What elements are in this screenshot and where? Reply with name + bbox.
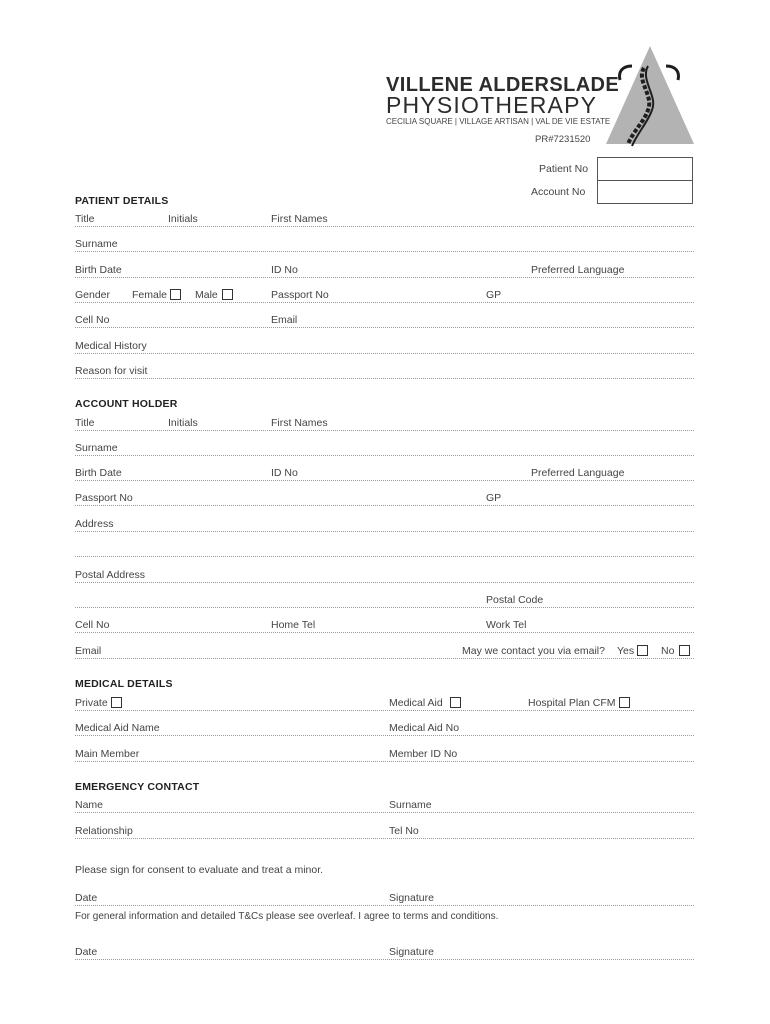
practice-address: CECILIA SQUARE | VILLAGE ARTISAN | VAL DE VIE ESTATE xyxy=(386,117,611,126)
address-line-2[interactable] xyxy=(75,556,694,557)
patient-cell-label: Cell No xyxy=(75,314,110,326)
account-name-line[interactable] xyxy=(75,430,694,431)
postal-address-label: Postal Address xyxy=(75,569,146,581)
patient-details-heading: PATIENT DETAILS xyxy=(75,195,169,207)
account-birth-date-label: Birth Date xyxy=(75,467,122,479)
medical-aid-checkbox[interactable] xyxy=(450,697,461,708)
consent-date-label: Date xyxy=(75,892,98,904)
contact-yes-label: Yes xyxy=(617,645,635,657)
patient-title-label: Title xyxy=(75,213,95,225)
account-email-label: Email xyxy=(75,645,102,657)
male-label: Male xyxy=(195,289,218,301)
emergency-name-line[interactable] xyxy=(75,812,694,813)
consent-signature-line[interactable] xyxy=(75,905,694,906)
relationship-label: Relationship xyxy=(75,825,133,837)
reason-for-visit-line[interactable] xyxy=(75,378,694,379)
account-initials-label: Initials xyxy=(168,417,198,429)
patient-initials-label: Initials xyxy=(168,213,198,225)
patient-first-names-label: First Names xyxy=(271,213,328,225)
account-email-line[interactable] xyxy=(75,658,694,659)
medical-aid-label: Medical Aid xyxy=(389,697,443,709)
spine-logo-icon xyxy=(604,44,696,150)
private-checkbox[interactable] xyxy=(111,697,122,708)
medical-type-line[interactable] xyxy=(75,710,694,711)
private-label: Private xyxy=(75,697,108,709)
hospital-plan-checkbox[interactable] xyxy=(619,697,630,708)
brand-name: VILLENE ALDERSLADE xyxy=(386,74,620,96)
patient-no-field[interactable] xyxy=(597,157,693,181)
female-checkbox[interactable] xyxy=(170,289,181,300)
contact-yes-checkbox[interactable] xyxy=(637,645,648,656)
account-surname-line[interactable] xyxy=(75,455,694,456)
medical-details-heading: MEDICAL DETAILS xyxy=(75,678,173,690)
address-label: Address xyxy=(75,518,114,530)
account-surname-label: Surname xyxy=(75,442,118,454)
patient-contact-line[interactable] xyxy=(75,327,694,328)
account-preferred-language-label: Preferred Language xyxy=(531,467,625,479)
emergency-contact-heading: EMERGENCY CONTACT xyxy=(75,781,200,793)
terms-text: For general information and detailed T&Cs please see overleaf. I agree to terms and conditions. xyxy=(75,911,499,922)
patient-surname-label: Surname xyxy=(75,238,118,250)
postal-address-line-2[interactable] xyxy=(75,607,694,608)
account-no-label: Account No xyxy=(531,186,586,198)
account-cell-label: Cell No xyxy=(75,619,110,631)
medical-aid-line[interactable] xyxy=(75,735,694,736)
emergency-surname-label: Surname xyxy=(389,799,432,811)
address-line-1[interactable] xyxy=(75,531,694,532)
emergency-tel-label: Tel No xyxy=(389,825,419,837)
account-id-no-label: ID No xyxy=(271,467,298,479)
emergency-relationship-line[interactable] xyxy=(75,838,694,839)
patient-gp-label: GP xyxy=(486,289,502,301)
patient-gender-line[interactable] xyxy=(75,302,694,303)
account-passport-label: Passport No xyxy=(75,492,133,504)
contact-email-question: May we contact you via email? xyxy=(462,645,605,657)
work-tel-label: Work Tel xyxy=(486,619,527,631)
patient-email-label: Email xyxy=(271,314,298,326)
patient-id-no-label: ID No xyxy=(271,264,298,276)
account-first-names-label: First Names xyxy=(271,417,328,429)
account-birth-line[interactable] xyxy=(75,480,694,481)
minor-consent-text: Please sign for consent to evaluate and treat a minor. xyxy=(75,864,324,876)
terms-date-label: Date xyxy=(75,946,98,958)
patient-name-line[interactable] xyxy=(75,226,694,227)
male-checkbox[interactable] xyxy=(222,289,233,300)
terms-signature-label: Signature xyxy=(389,946,434,958)
main-member-label: Main Member xyxy=(75,748,140,760)
contact-no-checkbox[interactable] xyxy=(679,645,690,656)
account-no-field[interactable] xyxy=(597,180,693,204)
brand-subtitle: PHYSIOTHERAPY xyxy=(386,92,598,118)
account-title-label: Title xyxy=(75,417,95,429)
postal-code-label: Postal Code xyxy=(486,594,544,606)
patient-surname-line[interactable] xyxy=(75,251,694,252)
patient-gender-label: Gender xyxy=(75,289,111,301)
account-phone-line[interactable] xyxy=(75,632,694,633)
patient-birth-line[interactable] xyxy=(75,277,694,278)
medical-aid-name-label: Medical Aid Name xyxy=(75,722,160,734)
account-gp-label: GP xyxy=(486,492,502,504)
member-id-label: Member ID No xyxy=(389,748,458,760)
medical-history-label: Medical History xyxy=(75,340,147,352)
medical-aid-no-label: Medical Aid No xyxy=(389,722,460,734)
reason-for-visit-label: Reason for visit xyxy=(75,365,148,377)
patient-no-label: Patient No xyxy=(539,163,589,175)
emergency-name-label: Name xyxy=(75,799,104,811)
patient-passport-label: Passport No xyxy=(271,289,329,301)
terms-signature-line[interactable] xyxy=(75,959,694,960)
home-tel-label: Home Tel xyxy=(271,619,316,631)
consent-signature-label: Signature xyxy=(389,892,434,904)
practice-number: PR#7231520 xyxy=(535,134,591,145)
account-holder-heading: ACCOUNT HOLDER xyxy=(75,398,178,410)
member-line[interactable] xyxy=(75,761,694,762)
account-passport-line[interactable] xyxy=(75,505,694,506)
patient-birth-date-label: Birth Date xyxy=(75,264,122,276)
contact-no-label: No xyxy=(661,645,675,657)
patient-preferred-language-label: Preferred Language xyxy=(531,264,625,276)
medical-history-line[interactable] xyxy=(75,353,694,354)
hospital-plan-label: Hospital Plan CFM xyxy=(528,697,616,709)
female-label: Female xyxy=(132,289,168,301)
postal-address-line-1[interactable] xyxy=(75,582,694,583)
